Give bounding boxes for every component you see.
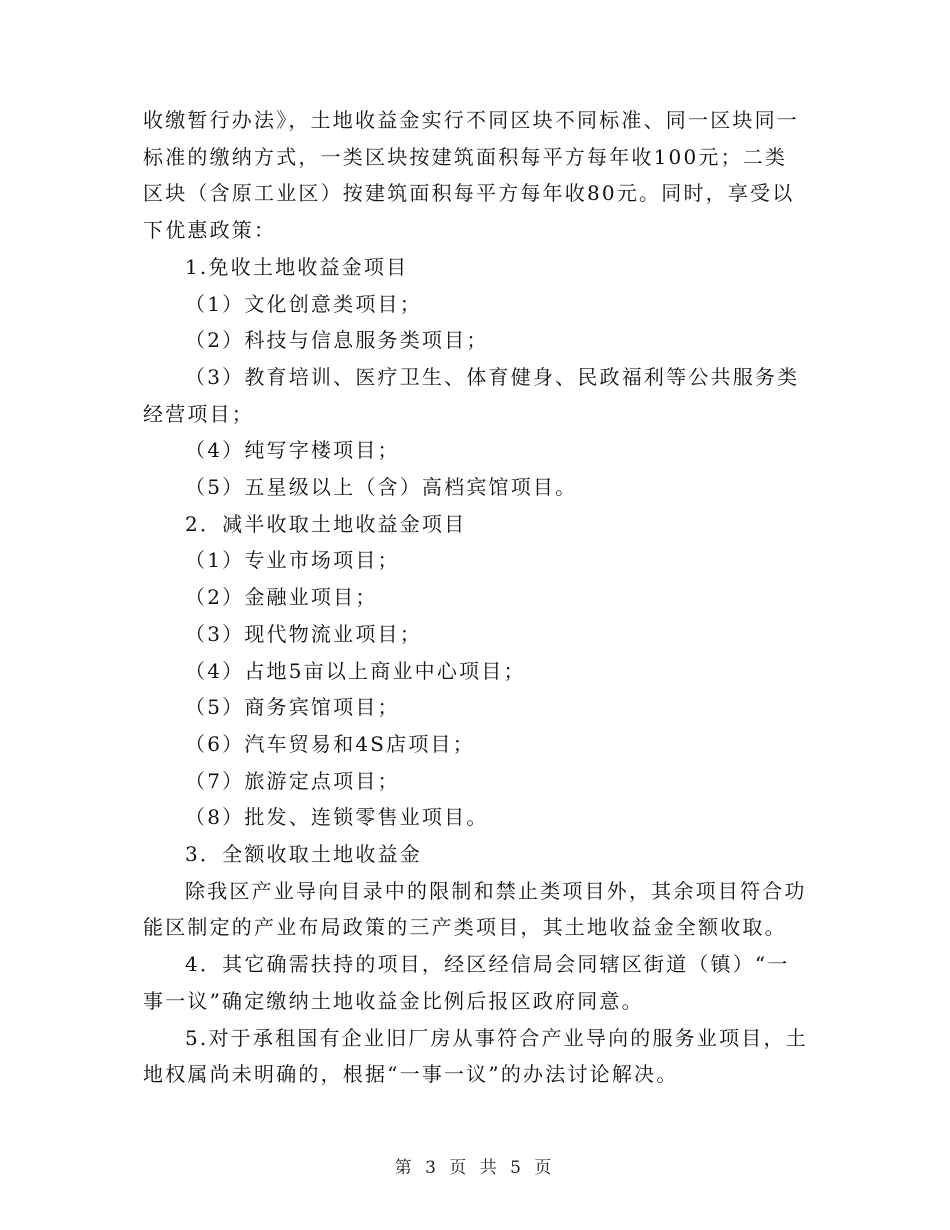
list-item: （7）旅游定点项目； [185,768,400,793]
section-heading-half: 2．减半收取土地收益金项目 [185,511,467,536]
list-item: （4）纯写字楼项目； [185,438,400,463]
list-item: （3）现代物流业项目； [185,621,422,646]
paragraph: 4．其它确需扶持的项目，经区经信局会同辖区街道（镇）“一事一议”确定缴纳土地收益金比例后报区政府同意。 [143,952,790,1013]
list-item: （4）占地5亩以上商业中心项目； [185,658,526,683]
list-item: （5）五星级以上（含）高档宾馆项目。 [185,475,578,500]
list-item: （2）金融业项目； [185,585,378,610]
paragraph-continuation: 收缴暂行办法》，土地收益金实行不同区块不同标准、同一区块同一标准的缴纳方式，一类区块按建筑面积每平方每年收100元；二类区块（含原工业区）按建筑面积每平方每年收80元。同时，享受以下优惠政策： [143,108,799,243]
section-heading-full: 3．全额收取土地收益金 [185,842,422,867]
list-item: （1）文化创意类项目； [185,291,422,316]
list-item: （8）批发、连锁零售业项目。 [185,805,489,830]
paragraph: 5.对于承租国有企业旧厂房从事符合产业导向的服务业项目，土地权属尚未明确的，根据“一事一议”的办法讨论解决。 [143,1025,808,1087]
list-item: （1）专业市场项目； [185,548,400,573]
page-number: 第 3 页 共 5 页 [394,1158,556,1178]
list-item: （5）商务宾馆项目； [185,695,400,720]
list-item: （3）教育培训、医疗卫生、体育健身、民政福利等公共服务类经营项目； [143,364,800,426]
list-item: （6）汽车贸易和4S店项目； [185,731,475,756]
document-body [143,102,808,1093]
section-heading-exempt: 1.免收土地收益金项目 [185,254,409,279]
list-item: （2）科技与信息服务类项目； [185,328,489,353]
paragraph: 除我区产业导向目录中的限制和禁止类项目外，其余项目符合功能区制定的产业布局政策的三产类项目，其土地收益金全额收取。 [143,878,807,940]
